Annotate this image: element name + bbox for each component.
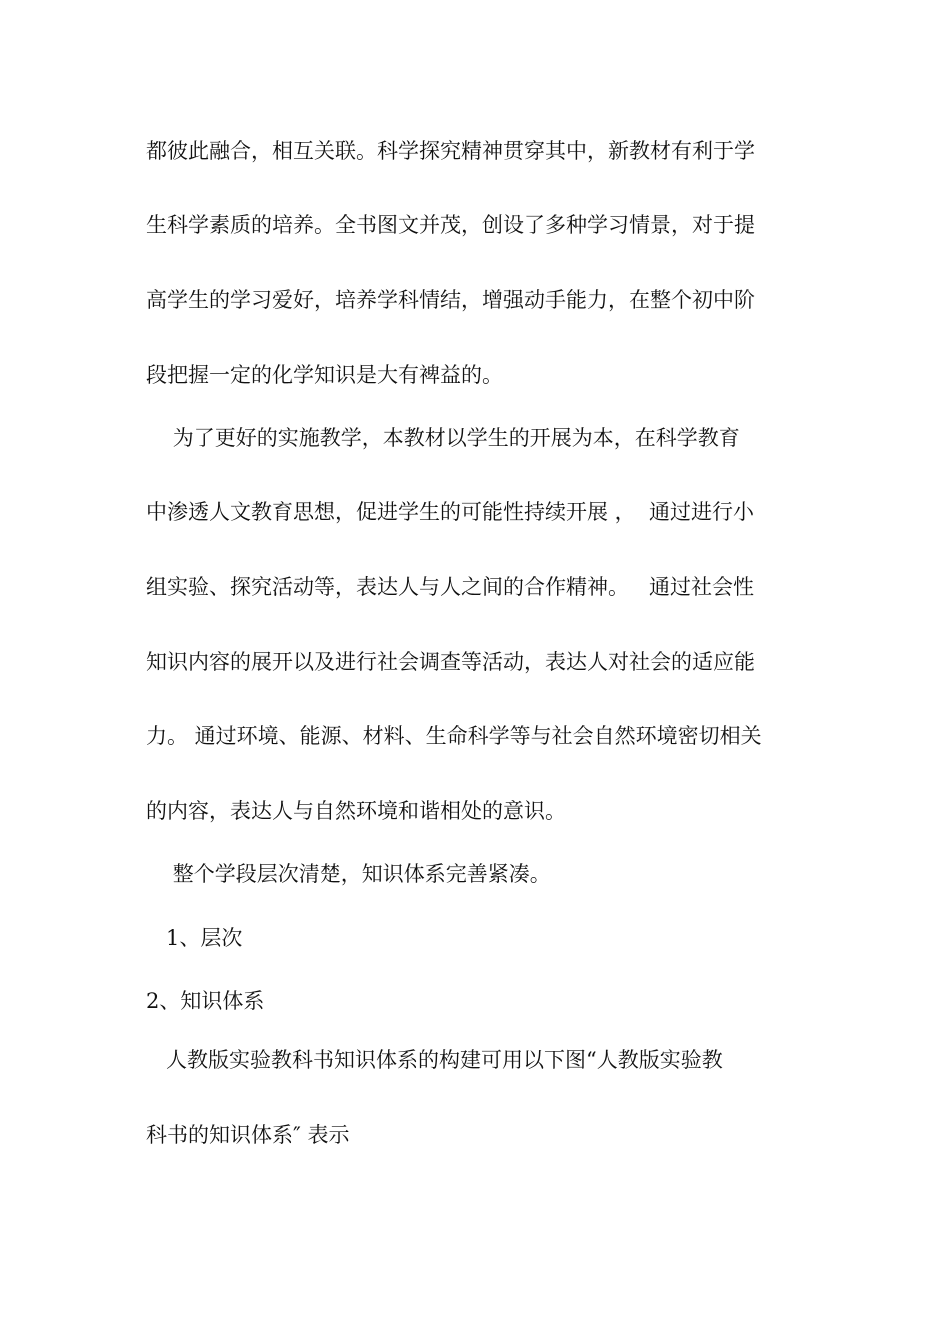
paragraph-line: 高学生的学习爱好，培养学科情结，增强动手能力，在整个初中阶	[146, 288, 755, 312]
paragraph-line: 都彼此融合，相互关联。科学探究精神贯穿其中，新教材有利于学	[146, 139, 755, 163]
paragraph-line: 生科学素质的培养。全书图文并茂，创设了多种学习情景，对于提	[146, 213, 755, 237]
paragraph-line: 力。 通过环境、能源、材料、生命科学等与社会自然环境密切相关	[146, 724, 762, 748]
paragraph-line: 组实验、探究活动等，表达人与人之间的合作精神。 通过社会性	[146, 575, 755, 599]
paragraph-line: 中渗透人文教育思想，促进学生的可能性持续开展 ， 通过进行小	[146, 500, 755, 524]
paragraph-line: 整个学段层次清楚，知识体系完善紧凑。	[146, 862, 551, 886]
list-item: 2、知识体系	[146, 989, 265, 1013]
paragraph-line: 段把握一定的化学知识是大有裨益的。	[146, 363, 503, 387]
paragraph-line: 为了更好的实施教学，本教材以学生的开展为本，在科学教育	[146, 426, 740, 450]
paragraph-line: 人教版实验教科书知识体系的构建可用以下图“人教版实验教	[146, 1048, 723, 1072]
paragraph-line: 科书的知识体系″ 表示	[146, 1123, 350, 1147]
paragraph-line: 知识内容的展开以及进行社会调查等活动，表达人对社会的适应能	[146, 650, 755, 674]
paragraph-line: 的内容，表达人与自然环境和谐相处的意识。	[146, 799, 566, 823]
list-item: 1、层次	[146, 926, 243, 950]
